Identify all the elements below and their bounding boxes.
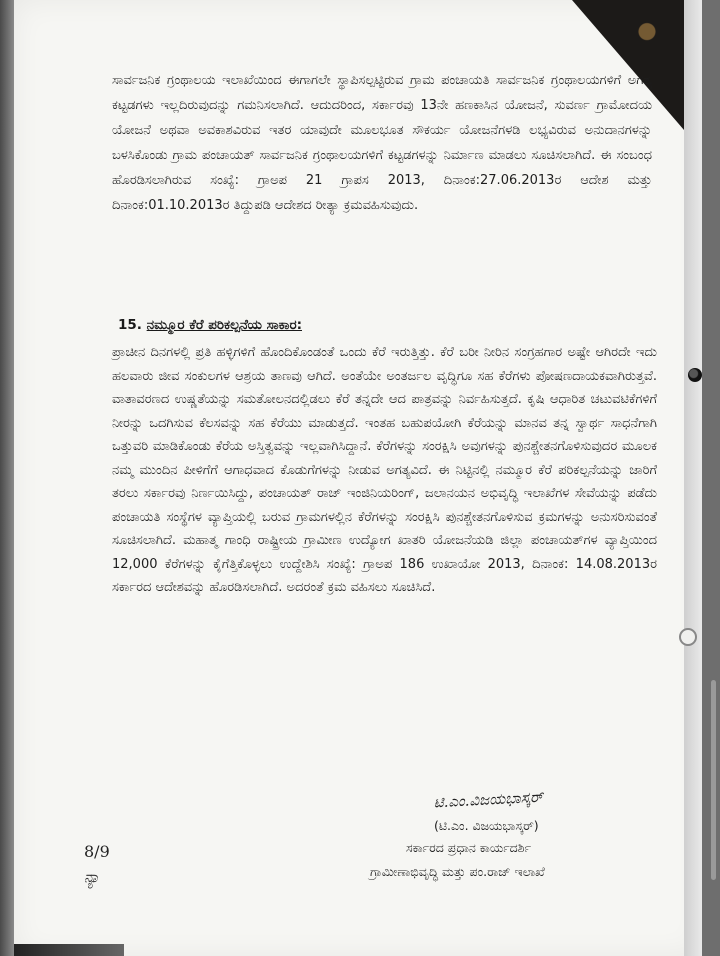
section-heading	[118, 317, 302, 333]
section-number: 15.	[118, 317, 142, 333]
punch-hole-ring-icon	[679, 628, 697, 646]
scan-bottom-edge	[14, 944, 124, 956]
document-page	[14, 0, 702, 956]
handwritten-signature: ಟಿ.ಎಂ.ವಿಜಯಭಾಸ್ಕರ್	[433, 787, 544, 812]
library-buildings-paragraph: ಸಾರ್ವಜನಿಕ ಗ್ರಂಥಾಲಯ ಇಲಾಖೆಯಿಂದ ಈಗಾಗಲೇ ಸ್ಥಾಪಿಸಲ್ಪಟ್ಟಿರುವ ಗ್ರಾಮ ಪಂಚಾಯತಿ ಸಾರ್ವಜನಿಕ ಗ್ರಂಥಾಲಯಗಳಿಗೆ ಅಗತ್ಯ ಕಟ್ಟಡಗಳು ಇಲ್ಲದಿರುವುದನ್ನು ಗಮನಿಸಲಾಗಿದೆ. ಆದುದರಿಂದ, ಸರ್ಕಾರವು 13ನೇ ಹಣಕಾಸಿನ ಯೋಜನೆ, ಸುವರ್ಣ ಗ್ರಾಮೋದಯ ಯೋಜನೆ ಅಥವಾ ಅವಕಾಶವಿರುವ ಇತರ ಯಾವುದೇ ಮೂಲಭೂತ ಸೌಕರ್ಯ ಯೋಜನೆಗಳಡಿ ಲಭ್ಯವಿರುವ ಅನುದಾನಗಳನ್ನು ಬಳಸಿಕೊಂಡು ಗ್ರಾಮ ಪಂಚಾಯತ್ ಸಾರ್ವಜನಿಕ ಗ್ರಂಥಾಲಯಗಳಿಗೆ ಕಟ್ಟಡಗಳನ್ನು ನಿರ್ಮಾಣ ಮಾಡಲು ಸೂಚಿಸಲಾಗಿದೆ. ಈ ಸಂಬಂಧ ಹೊರಡಿಸಲಾಗಿರುವ ಸಂಖ್ಯೆ: ಗ್ರಾಅಪ 21 ಗ್ರಾಪಸ 2013, ದಿನಾಂಕ:27.06.2013ರ ಆದೇಶ ಮತ್ತು ದಿನಾಂಕ:01.10.2013ರ ತಿದ್ದುಪಡಿ ಆದೇಶದ ರೀತ್ಯಾ ಕ್ರಮವಹಿಸುವುದು.	[112, 73, 652, 213]
scrollbar[interactable]	[711, 680, 716, 880]
corner-stain	[632, 16, 662, 42]
signatory-designation: ಸರ್ಕಾರದ ಪ್ರಧಾನ ಕಾರ್ಯದರ್ಶಿ	[406, 840, 532, 855]
signatory-name: (ಟಿ.ಎಂ. ವಿಜಯಭಾಸ್ಕರ್)	[434, 818, 539, 833]
lake-concept-paragraph: ಪ್ರಾಚೀನ ದಿನಗಳಲ್ಲಿ ಪ್ರತಿ ಹಳ್ಳಿಗಳಿಗೆ ಹೊಂದಿಕೊಂಡಂತೆ ಒಂದು ಕೆರೆ ಇರುತ್ತಿತ್ತು. ಕೆರೆ ಬರೀ ನೀರಿನ ಸಂಗ್ರಹಗಾರ ಅಷ್ಟೇ ಆಗಿರದೇ ಇದು ಹಲವಾರು ಜೀವ ಸಂಕುಲಗಳ ಆಶ್ರಯ ತಾಣವು ಆಗಿದೆ. ಅಂತೆಯೇ ಅಂತರ್ಜಲ ವೃದ್ಧಿಗೂ ಸಹ ಕೆರೆಗಳು ಪೋಷಣದಾಯಕವಾಗಿರುತ್ತವೆ. ವಾತಾವರಣದ ಉಷ್ಣತೆಯನ್ನು ಸಮತೋಲನದಲ್ಲಿಡಲು ಕೆರೆ ತನ್ನದೇ ಆದ ಪಾತ್ರವನ್ನು ನಿರ್ವಹಿಸುತ್ತದೆ. ಕೃಷಿ ಆಧಾರಿತ ಚಟುವಟಿಕೆಗಳಿಗೆ ನೀರನ್ನು ಒದಗಿಸುವ ಕೆಲಸವನ್ನು ಸಹ ಕೆರೆಯು ಮಾಡುತ್ತದೆ. ಇಂತಹ ಬಹುಪಯೋಗಿ ಕೆರೆಯನ್ನು ಮಾನವ ತನ್ನ ಸ್ವಾರ್ಥ ಸಾಧನೆಗಾಗಿ ಒತ್ತುವರಿ ಮಾಡಿಕೊಂಡು ಕೆರೆಯ ಅಸ್ತಿತ್ವವನ್ನು ಇಲ್ಲವಾಗಿಸಿದ್ದಾನೆ. ಕೆರೆಗಳನ್ನು ಸಂರಕ್ಷಿಸಿ ಅವುಗಳನ್ನು ಪುನಶ್ಚೇತನಗೊಳಿಸುವುದರ ಮೂಲಕ ನಮ್ಮ ಮುಂದಿನ ಪೀಳಿಗೆಗೆ ಆಗಾಧವಾದ ಕೊಡುಗೆಗಳನ್ನು ನೀಡುವ ಅಗತ್ಯವಿದೆ. ಈ ನಿಟ್ಟಿನಲ್ಲಿ ನಮ್ಮೂರ ಕೆರೆ ಪರಿಕಲ್ಪನೆಯನ್ನು ಜಾರಿಗೆ ತರಲು ಸರ್ಕಾರವು ನಿರ್ಣಯಿಸಿದ್ದು, ಪಂಚಾಯತ್ ರಾಜ್ ಇಂಜಿನಿಯರಿಂಗ್, ಜಲಾನಯನ ಅಭಿವೃದ್ಧಿ ಇಲಾಖೆಗಳ ಸೇವೆಯನ್ನು ಪಡೆದು ಪಂಚಾಯತಿ ಸಂಸ್ಥೆಗಳ ವ್ಯಾಪ್ತಿಯಲ್ಲಿ ಬರುವ ಗ್ರಾಮಗಳಲ್ಲಿನ ಕೆರೆಗಳನ್ನು ಸಂರಕ್ಷಿಸಿ ಪುನಶ್ಚೇತನಗೊಳಿಸುವ ಕ್ರಮಗಳನ್ನು ಅನುಸರಿಸುವಂತೆ ಸೂಚಿಸಲಾಗಿದೆ. ಮಹಾತ್ಮ ಗಾಂಧಿ ರಾಷ್ಟ್ರೀಯ ಗ್ರಾಮೀಣ ಉದ್ಯೋಗ ಖಾತರಿ ಯೋಜನೆಯಡಿ ಜಿಲ್ಲಾ ಪಂಚಾಯತ್‌ಗಳ ವ್ಯಾಪ್ತಿಯಿಂದ 12,000 ಕೆರೆಗಳನ್ನು ಕೈಗೆತ್ತಿಕೊಳ್ಳಲು ಉದ್ದೇಶಿಸಿ ಸಂಖ್ಯೆ: ಗ್ರಾಅಪ 186 ಉಖಾಯೋ 2013, ದಿನಾಂಕ: 14.08.2013ರ ಸರ್ಕಾರದ ಆದೇಶವನ್ನು ಹೊರಡಿಸಲಾಗಿದೆ. ಅದರಂತೆ ಕ್ರಮ ವಹಿಸಲು ಸೂಚಿಸಿದೆ.	[112, 345, 657, 595]
signatory-department: ಗ್ರಾಮೀಣಾಭಿವೃದ್ಧಿ ಮತ್ತು ಪಂ.ರಾಜ್ ಇಲಾಖೆ	[370, 864, 545, 879]
handwritten-initial: ನ್ಯಾ	[84, 868, 100, 886]
scan-left-edge	[0, 0, 14, 956]
punch-hole-icon	[688, 368, 702, 382]
handwritten-page-number: 8/9	[84, 842, 110, 861]
scan-right-edge	[684, 0, 702, 956]
section-title: ನಮ್ಮೂರ ಕೆರೆ ಪರಿಕಲ್ಪನೆಯ ಸಾಕಾರ:	[146, 317, 302, 333]
